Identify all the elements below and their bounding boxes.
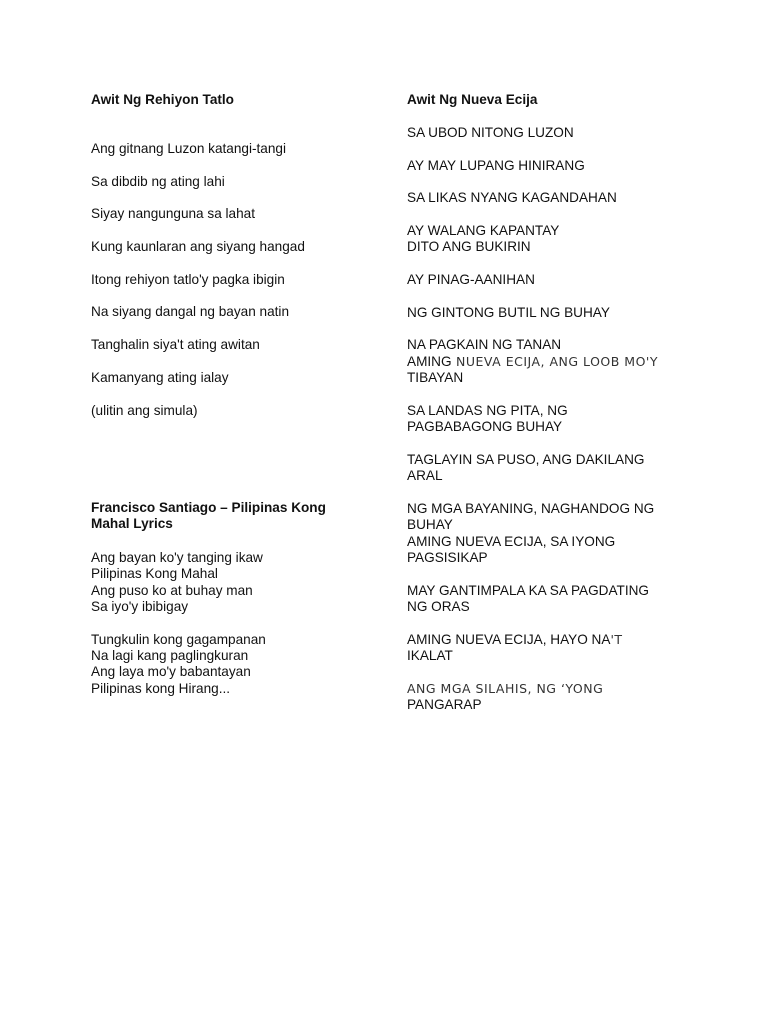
lyric-segment-alt-font: 'T — [610, 631, 623, 647]
lyric-stanza — [91, 632, 266, 697]
lyric-stanza — [407, 403, 658, 436]
lyric-stanza — [407, 223, 658, 256]
lyric-stanza — [407, 632, 658, 665]
lyric-stanza — [407, 337, 658, 386]
lyric-line: PAGBABAGONG BUHAY — [407, 419, 563, 435]
repeat-note — [91, 403, 305, 419]
lyric-line: SA LIKAS NYANG KAGANDAHAN — [407, 190, 617, 206]
lyric-segment-alt-font: NUEVA ECIJA, ANG LOOB MO'Y — [451, 353, 658, 369]
lyric-stanza — [91, 272, 305, 288]
lyric-stanza — [407, 190, 658, 206]
lyric-stanza — [407, 681, 658, 714]
lyric-line: Na siyang dangal ng bayan natin — [91, 304, 290, 320]
lyric-line: NA PAGKAIN NG TANAN — [407, 337, 562, 353]
lyric-line: TAGLAYIN SA PUSO, ANG DAKILANG — [407, 451, 645, 467]
lyric-line: Pilipinas Kong Mahal — [91, 566, 218, 582]
song-title-line: Francisco Santiago – Pilipinas Kong — [91, 500, 326, 515]
lyric-stanza — [407, 583, 658, 616]
lyric-stanza — [407, 501, 658, 566]
pilipinas-kong-mahal-lyrics — [91, 550, 266, 713]
lyric-stanza — [91, 337, 305, 353]
lyric-stanza — [407, 125, 658, 141]
lyric-line: Siyay nangunguna sa lahat — [91, 206, 256, 222]
lyric-line: SA UBOD NITONG LUZON — [407, 125, 574, 140]
song-title-line: Mahal Lyrics — [91, 516, 173, 532]
lyric-line: Kung kaunlaran ang siyang hangad — [91, 239, 305, 255]
lyric-line: Tungkulin kong gagampanan — [91, 631, 266, 647]
lyric-line: AY MAY LUPANG HINIRANG — [407, 157, 585, 173]
lyric-line: Ang gitnang Luzon katangi-tangi — [91, 141, 286, 156]
lyric-stanza — [407, 305, 658, 321]
lyric-line: NG ORAS — [407, 598, 470, 614]
lyric-stanza — [91, 141, 305, 157]
song-title-nueva-ecija — [407, 92, 537, 108]
lyric-stanza — [407, 158, 658, 174]
lyric-line: Kamanyang ating ialay — [91, 369, 229, 385]
lyric-line: ARAL — [407, 468, 443, 484]
lyric-line: PANGARAP — [407, 697, 482, 713]
song-title-rehiyon-tatlo — [91, 92, 234, 108]
lyric-line-mixed — [407, 354, 658, 370]
lyric-stanza — [91, 370, 305, 386]
lyric-line: BUHAY — [407, 517, 453, 533]
lyric-stanza — [91, 174, 305, 190]
song-title-pilipinas-kong-mahal — [91, 500, 326, 533]
lyric-line: Itong rehiyon tatlo'y pagka ibigin — [91, 271, 285, 287]
lyric-line: Sa iyo'y ibibigay — [91, 599, 189, 615]
lyric-line: Ang bayan ko'y tanging ikaw — [91, 550, 263, 565]
lyric-stanza — [91, 206, 305, 222]
lyric-line: Sa dibdib ng ating lahi — [91, 173, 225, 189]
song-title: Awit Ng Nueva Ecija — [407, 92, 538, 107]
lyric-line: AY WALANG KAPANTAY — [407, 223, 560, 239]
lyric-segment: AMING NUEVA ECIJA, HAYO NA — [407, 631, 611, 647]
lyric-line: AY PINAG-AANIHAN — [407, 272, 535, 288]
nueva-ecija-lyrics — [407, 125, 658, 730]
lyric-line: NG MGA BAYANING, NAGHANDOG NG — [407, 500, 655, 516]
lyric-stanza — [91, 239, 305, 255]
lyric-line: MAY GANTIMPALA KA SA PAGDATING — [407, 582, 649, 598]
lyric-line: NG GINTONG BUTIL NG BUHAY — [407, 304, 610, 320]
lyric-line: TIBAYAN — [407, 370, 464, 386]
lyric-line: (ulitin ang simula) — [91, 402, 198, 418]
lyric-line: IKALAT — [407, 648, 453, 663]
lyric-line: Pilipinas kong Hirang... — [91, 680, 231, 696]
lyric-line: PAGSISIKAP — [407, 549, 488, 565]
lyric-line: Na lagi kang paglingkuran — [91, 648, 249, 664]
song-title: Awit Ng Rehiyon Tatlo — [91, 92, 234, 107]
lyric-line: DITO ANG BUKIRIN — [407, 239, 531, 255]
lyric-line-alt-font: ANG MGA SILAHIS, NG ‘YONG — [407, 680, 604, 696]
lyric-stanza — [407, 272, 658, 288]
lyric-line: Tanghalin siya't ating awitan — [91, 337, 260, 353]
lyric-stanza — [407, 452, 658, 485]
lyric-segment: AMING — [407, 353, 452, 369]
lyric-stanza — [91, 550, 266, 615]
lyric-line: AMING NUEVA ECIJA, SA IYONG — [407, 533, 616, 549]
lyric-line: Ang puso ko at buhay man — [91, 582, 253, 598]
lyric-stanza — [91, 304, 305, 320]
lyric-line-mixed — [407, 632, 658, 648]
lyric-line: SA LANDAS NG PITA, NG — [407, 402, 568, 418]
rehiyon-tatlo-lyrics — [91, 141, 305, 435]
lyric-line: Ang laya mo'y babantayan — [91, 664, 251, 680]
